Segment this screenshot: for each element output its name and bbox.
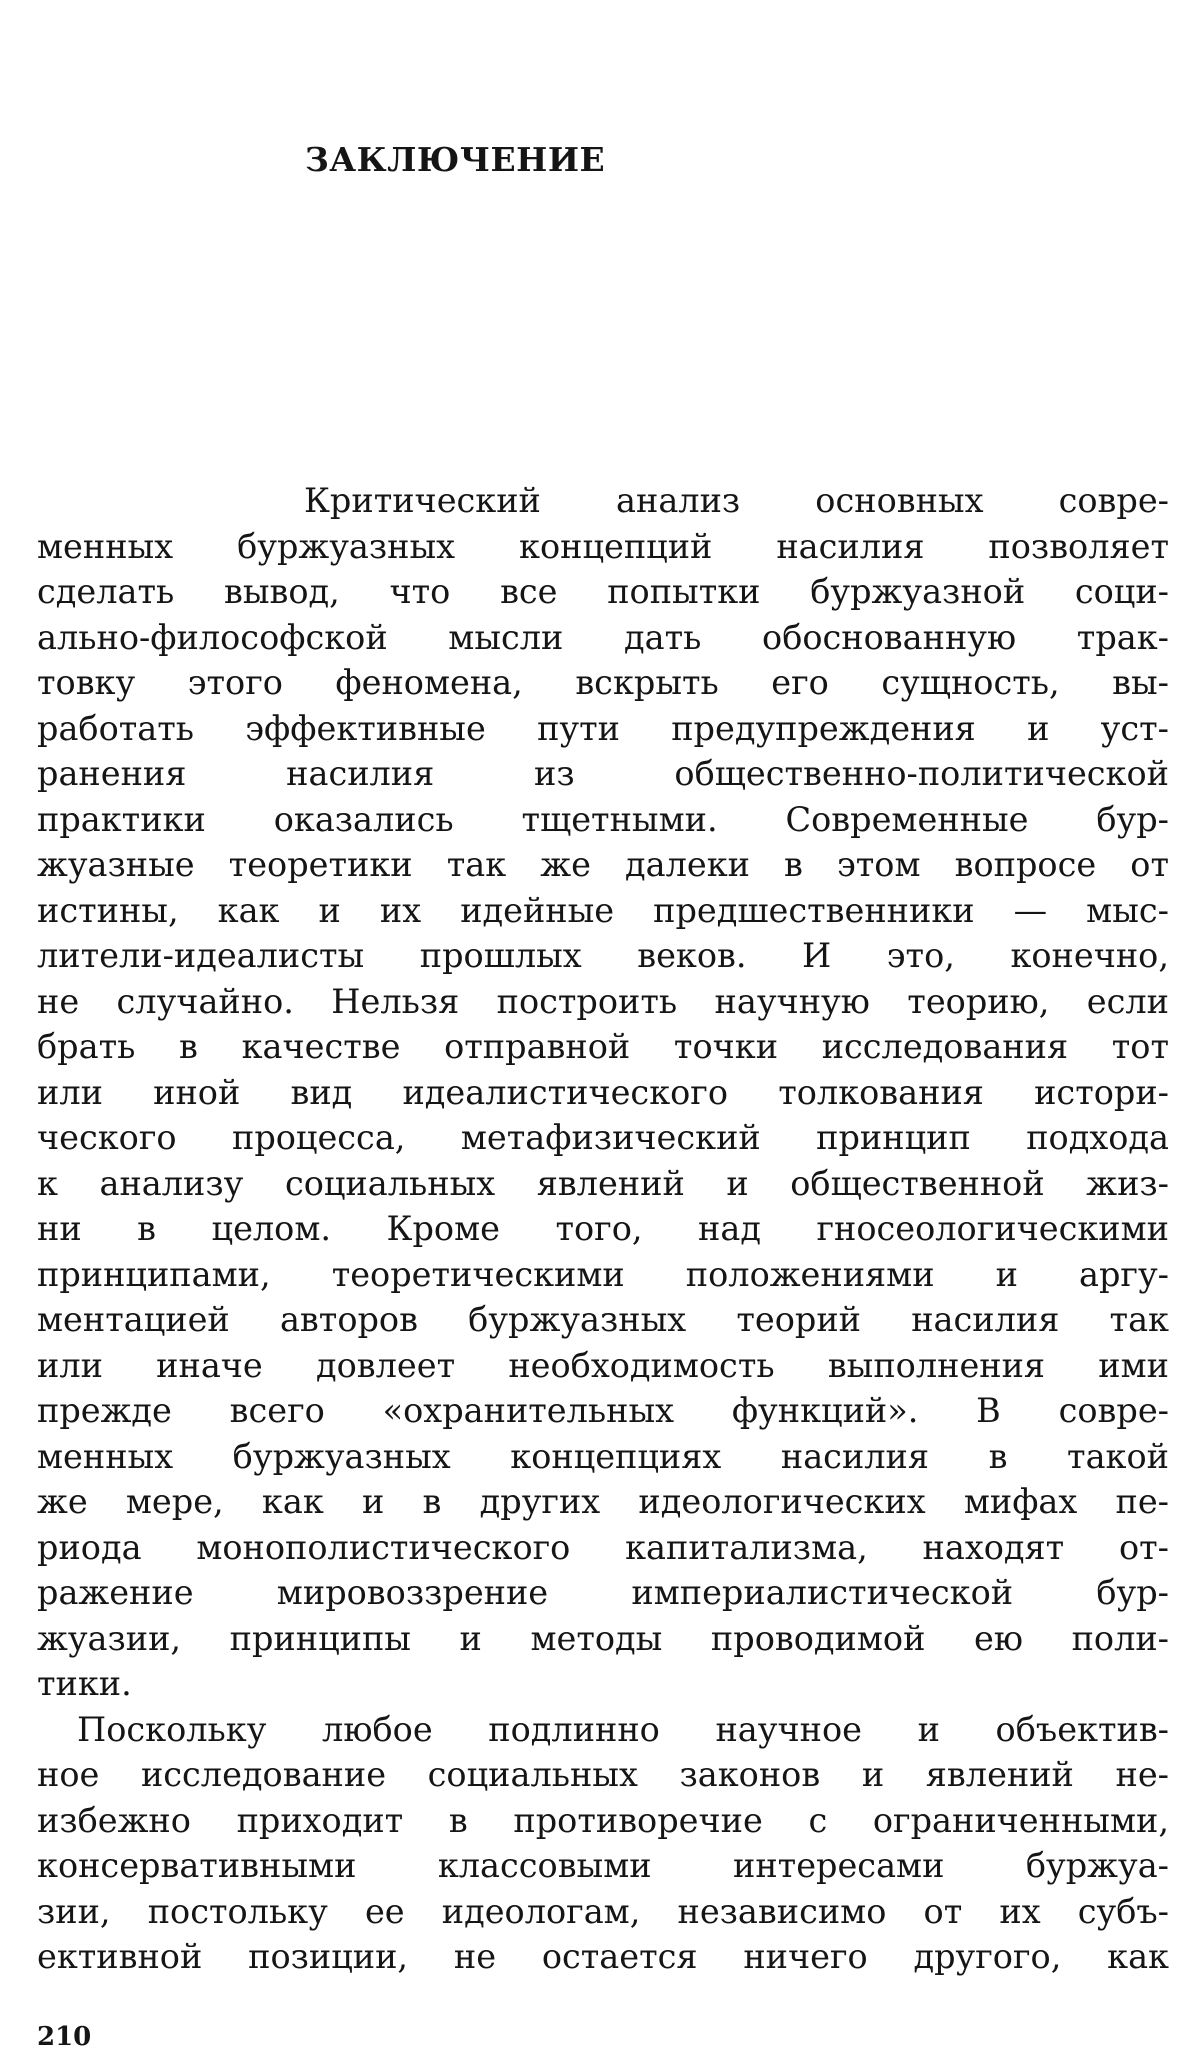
text-line: не случайно. Нельзя построить научную теорию, если	[37, 981, 1169, 1021]
page-number: 210	[37, 2022, 92, 2052]
text-line: же мере, как и в других идеологических мифах пе-	[37, 1482, 1169, 1521]
text-line: прежде всего «охранительных функций». В совре-	[37, 1391, 1169, 1430]
text-line: зии, постольку ее идеологам, независимо от их субъ-	[37, 1891, 1169, 1931]
text-line: или иначе довлеет необходимость выполнения ими	[37, 1345, 1169, 1385]
text-line: брать в качестве отправной точки исследования тот	[37, 1027, 1169, 1066]
chapter-title: ЗАКЛЮЧЕНИЕ	[305, 140, 606, 179]
text-line: лители-идеалисты прошлых веков. И это, конечно,	[37, 936, 1169, 975]
text-line: ментацией авторов буржуазных теорий насилия так	[37, 1300, 1169, 1339]
text-line: сделать вывод, что все попытки буржуазной соци-	[37, 572, 1169, 611]
text-line: товку этого феномена, вскрыть его сущность, вы-	[37, 663, 1169, 702]
text-line: истины, как и их идейные предшественники — мыс-	[37, 890, 1169, 930]
text-line: ранения насилия из общественно-политической	[37, 754, 1169, 793]
text-line: или иной вид идеалистического толкования истори-	[37, 1072, 1169, 1112]
text-line: принципами, теоретическими положениями и аргу-	[37, 1254, 1169, 1294]
text-line: избежно приходит в противоречие с ограниченными,	[37, 1800, 1169, 1840]
text-line: жуазные теоретики так же далеки в этом вопросе от	[37, 845, 1169, 884]
text-line: Поскольку любое подлинно научное и объектив-	[77, 1709, 1169, 1749]
text-line: ально-философской мысли дать обоснованную трак-	[37, 617, 1169, 657]
paragraph-1	[37, 478, 1169, 1707]
text-line: ное исследование социальных законов и явлений не-	[37, 1755, 1169, 1794]
text-line: риода монополистического капитализма, находят от-	[37, 1527, 1169, 1567]
paragraph-2	[37, 1707, 1169, 1980]
text-line: ективной позиции, не остается ничего другого, как	[37, 1937, 1169, 1976]
text-line: ческого процесса, метафизический принцип подхода	[37, 1118, 1169, 1157]
text-line: менных буржуазных концепций насилия позволяет	[37, 526, 1169, 566]
text-line: тики.	[37, 1664, 132, 1703]
text-line: консервативными классовыми интересами буржуа-	[37, 1846, 1169, 1885]
text-line: жуазии, принципы и методы проводимой ею поли-	[37, 1618, 1169, 1658]
text-line: к анализу социальных явлений и общественной жиз-	[37, 1163, 1169, 1203]
text-line: ни в целом. Кроме того, над гносеологическими	[37, 1209, 1169, 1248]
text-line: Критический анализ основных совре-	[304, 481, 1169, 520]
text-line: работать эффективные пути предупреждения и уст-	[37, 708, 1169, 748]
text-line: практики оказались тщетными. Современные бур-	[37, 799, 1169, 839]
text-line: менных буржуазных концепциях насилия в такой	[37, 1436, 1169, 1476]
text-line: ражение мировоззрение империалистической бур-	[37, 1573, 1169, 1612]
body-text	[37, 478, 1169, 1980]
